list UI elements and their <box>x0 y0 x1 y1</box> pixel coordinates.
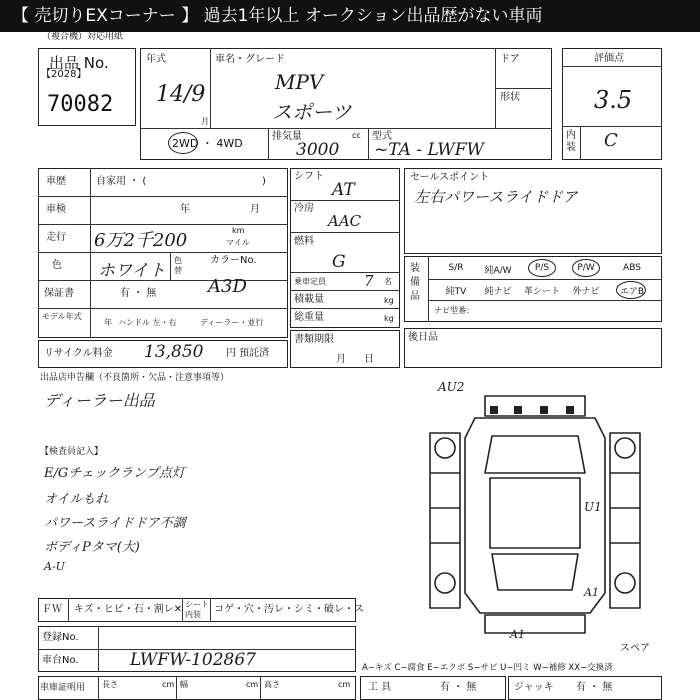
load-label: 積載量 <box>294 294 324 305</box>
type-value: ~TA - LWFW <box>374 140 485 160</box>
color-code-value: A3D <box>208 276 247 297</box>
model-year-label: モデル年式 <box>42 312 82 321</box>
mileage-value: 6万2千200 <box>94 230 188 251</box>
color-code-label: カラーNo. <box>210 255 257 266</box>
mileage-unit-km: km <box>232 226 245 235</box>
ac-label: 冷房 <box>294 203 314 214</box>
dealer-options: ディーラー・並行 <box>200 318 264 327</box>
cert-height-unit: cm <box>338 680 351 689</box>
displacement-value: 3000 <box>296 140 340 160</box>
warranty-options: 有 ・ 無 <box>120 288 157 299</box>
seller-notes-label: 出品店申告欄（不良箇所・欠品・注意事項等） <box>40 373 230 383</box>
jack-options: 有 ・ 無 <box>576 682 613 693</box>
jack-label: ジャッキ <box>514 682 554 693</box>
fw-items: キズ・ヒビ・石・割レ✕ <box>74 604 183 615</box>
reg-date-label: 書類期限 <box>294 334 334 345</box>
history-label: 車歴 <box>46 176 66 187</box>
lot-box <box>38 48 136 126</box>
score-value: 3.5 <box>594 86 633 114</box>
lot-code: 【2028】 <box>41 69 87 80</box>
capacity-unit: 名 <box>384 277 392 286</box>
navi-model-label: ナビ型番： <box>434 306 474 315</box>
recycle-label: リサイクル料金 <box>44 348 113 359</box>
cert-width: 幅 <box>180 680 188 689</box>
score-label: 評価点 <box>594 53 624 64</box>
spare-label: スペア <box>620 643 650 654</box>
color-value: ホワイト <box>98 261 166 281</box>
paper-note: （複合機）対応用紙 <box>42 32 124 42</box>
interior-label: 内装 <box>566 130 576 153</box>
history-value: 自家用 ・ ( <box>96 176 147 187</box>
equip-ps-circle <box>528 259 556 277</box>
displacement-unit: cc <box>352 131 361 140</box>
year-unit: 月 <box>201 117 209 126</box>
interior-value: C <box>604 130 618 151</box>
tools-options: 有 ・ 無 <box>440 682 477 693</box>
equip-pw: P/W <box>577 263 595 273</box>
inspector-line-2: オイルもれ <box>44 492 109 507</box>
inspector-line-5: A-U <box>44 560 65 573</box>
capacity-label: 乗車定員 <box>294 277 326 286</box>
equip-abs: ABS <box>623 263 641 273</box>
mileage-unit-mile: マイル <box>226 238 250 247</box>
displacement-label: 排気量 <box>272 131 302 142</box>
history-close: ) <box>262 176 266 187</box>
equip-leather: 革シート <box>523 287 560 297</box>
year-value: 14/9 <box>156 82 206 107</box>
drive-2wd-circle <box>168 132 198 154</box>
equip-ext-navi: 外ナビ <box>572 287 600 297</box>
equip-tv: 純TV <box>445 287 467 297</box>
inspector-line-1: E/Gチェックランプ点灯 <box>44 466 185 481</box>
model-name: MPV <box>275 70 324 94</box>
model-label: 車名・グレード <box>215 54 285 65</box>
inspector-line-3: パワースライドドア不調 <box>44 516 186 531</box>
equip-navi: 純ナビ <box>484 287 512 297</box>
door-label: ドア <box>500 54 520 65</box>
ac-value: AAC <box>328 212 362 230</box>
shape-label: 形状 <box>500 92 520 103</box>
seat-items: コゲ・穴・汚レ・シミ・破レ・ス <box>214 604 364 615</box>
tools-label: 工 具 <box>368 682 392 693</box>
legend: A−キズ C−腐食 E−エクボ S−サビ U−凹ミ W−補修 XX−交換済 <box>362 663 613 673</box>
equip-airbag: エアB <box>619 287 645 297</box>
type-label: 型式 <box>372 131 392 142</box>
cert-box <box>38 676 356 700</box>
diagram-top-label: AU2 <box>438 380 465 394</box>
load-unit: kg <box>384 296 394 305</box>
handle-options: ハンドル 左・右 <box>118 318 177 327</box>
inspector-label: 【検査員記入】 <box>40 447 104 457</box>
year-label: 年式 <box>146 54 166 65</box>
recycle-value: 13,850 <box>144 342 204 362</box>
equipment-label: 装備品 <box>410 263 420 302</box>
warranty-label: 保証書 <box>44 288 74 299</box>
model-grade: スポーツ <box>272 100 352 124</box>
shift-label: シフト <box>294 171 324 182</box>
gross-label: 総重量 <box>294 312 324 323</box>
cert-length: 長さ <box>102 680 118 689</box>
cert-width-unit: cm <box>246 680 259 689</box>
registration-label: 登録No. <box>42 632 79 643</box>
shift-value: AT <box>332 180 355 200</box>
color-change-label: 色替 <box>174 256 182 275</box>
reg-date-unit: 月日 <box>336 354 392 365</box>
lot-number: 70082 <box>47 92 114 117</box>
fuel-value: G <box>332 252 346 272</box>
fuel-label: 燃料 <box>294 236 314 247</box>
inspector-line-4: ボディPタマ(大) <box>44 540 140 555</box>
mileage-label: 走行 <box>46 232 66 243</box>
inspection-label: 車検 <box>46 204 66 215</box>
fw-label: ＦＷ <box>42 604 62 615</box>
color-label: 色 <box>52 260 62 271</box>
equip-pw-circle <box>572 259 600 277</box>
diagram-bottom-label: A1 <box>510 628 525 641</box>
cert-label: 車庫証明用 <box>40 683 86 693</box>
cert-height: 高さ <box>264 680 280 689</box>
sales-point-label: セールスポイント <box>410 172 490 183</box>
chassis-label: 車台No. <box>42 655 79 666</box>
equip-aw: 純A/W <box>484 266 512 276</box>
drive-options: 2WD ・ 4WD <box>172 137 243 150</box>
model-year-unit: 年 <box>104 318 112 327</box>
equip-ps: P/S <box>534 263 550 273</box>
lot-label: 出品 No. <box>49 54 109 72</box>
equip-sr: S/R <box>448 263 464 273</box>
equip-airbag-circle <box>616 281 646 299</box>
car-diagram <box>400 378 660 638</box>
sales-point-value: 左右パワースライドドア <box>414 188 578 206</box>
after-date-box <box>404 328 662 368</box>
after-date-label: 後日品 <box>408 332 438 343</box>
seller-notes-text: ディーラー出品 <box>44 391 155 410</box>
seat-label: シート内装 <box>185 600 209 619</box>
capacity-value: 7 <box>364 272 374 290</box>
inspection-month: 月 <box>250 204 260 215</box>
chassis-value: LWFW-102867 <box>130 650 256 670</box>
recycle-unit: 円 預託済 <box>226 348 270 359</box>
cert-length-unit: cm <box>162 680 175 689</box>
diagram-bottom-right-label: A1 <box>584 586 599 599</box>
gross-unit: kg <box>384 314 394 323</box>
banner-title: 【 売切りEXコーナー 】 過去1年以上 オークション出品歴がない車両 <box>0 0 700 32</box>
inspection-year: 年 <box>180 204 190 215</box>
diagram-right-label: U1 <box>584 500 602 514</box>
